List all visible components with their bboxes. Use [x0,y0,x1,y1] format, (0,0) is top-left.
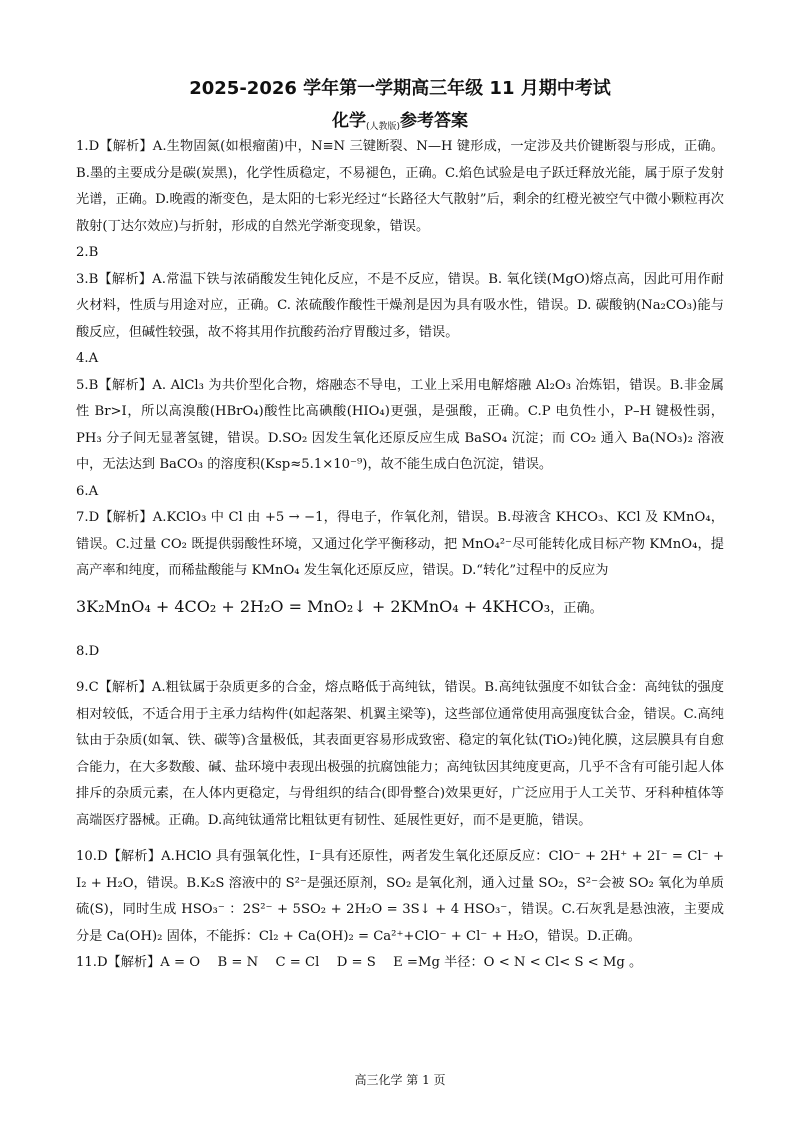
equation-suffix: ，正确。 [550,600,603,616]
page-subtitle [0,106,800,132]
answer-item-1: 1.D【解析】A.生物固氮(如根瘤菌)中，N≡N 三键断裂、N—H 键形成，一定涉及共价键断裂与形成，正确。B.墨的主要成分是碳(炭黑)，化学性质稳定，不易褪色，正确。C.焰色试验是电子跃迁释放光能，属于原子发射光谱，正确。D.晚霞的渐变色，是太阳的七彩光经过“长路径大气散射”后，剩余的红橙光被空气中微小颗粒再次散射(丁达尔效应)与折射，形成的自然光学渐变现象，错误。 [76,139,724,234]
answer-item-6: 6.A [76,483,99,499]
answer-item-11: 11.D【解析】A = O B = N C = Cl D = S E =Mg 半径：O < N < Cl< S < Mg 。 [76,955,643,970]
page-title: 2025-2026 学年第一学期高三年级 11 月期中考试 [189,78,611,99]
answer-item-9: 9.C【解析】A.粗钛属于杂质更多的合金，熔点略低于高纯钛，错误。B.高纯钛强度不如钛合金：高纯钛的强度相对较低，不适合用于主承力结构件(如起落架、机翼主梁等)，这些部位通常使用高强度钛合金，错误。C.高纯钛由于杂质(如氧、铁、碳等)含量极低，其表面更容易形成致密、稳定的氧化钛(TiO₂)钝化膜，这层膜具有自愈合能力，在大多数酸、碱、盐环境中表现出极强的抗腐蚀能力；高纯钛因其纯度更高，几乎不含有可能引起人体排斥的杂质元素，在人体内更稳定，与骨组织的结合(即骨整合)效果更好，广泛应用于人工关节、牙科种植体等高端医疗器械。正确。D.高纯钛通常比粗钛更有韧性、延展性更好，而不是更脆，错误。 [76,680,724,828]
page-footer: 高三化学 第 1 页 [354,1073,446,1087]
subtitle-edition: (人教版) [365,122,401,132]
subtitle-rest: 参考答案 [400,111,469,131]
answer-item-3: 3.B【解析】A.常温下铁与浓硝酸发生钝化反应，不是不反应，错误。B. 氧化镁(MgO)熔点高，因此可用作耐火材料，性质与用途对应，正确。C. 浓硫酸作酸性干燥剂是因为具有吸水性，错误。D. 碳酸钠(Na₂CO₃)能与酸反应，但碱性较强，故不将其用作抗酸药治疗胃酸过多，错误。 [76,271,724,340]
answer-item-8: 8.D [76,643,100,659]
answer-item-10: 10.D【解析】A.HClO 具有强氧化性，I⁻具有还原性，两者发生氧化还原反应：ClO⁻ + 2H⁺ + 2I⁻ = Cl⁻ + I₂ + H₂O，错误。B.K₂S 溶液中的 S²⁻是强还原剂，SO₂ 是氧化剂，通入过量 SO₂，S²⁻会被 SO₂ 氧化为单质硫(S)，同时生成 HSO₃⁻ ：2S²⁻ + 5SO₂ + 2H₂O = 3S↓ + 4 HSO₃⁻，错误。C.石灰乳是悬浊液，主要成分是 Ca(OH)₂ 固体，不能拆：Cl₂ + Ca(OH)₂ = Ca²⁺+ClO⁻ + Cl⁻ + H₂O，错误。D.正确。 [76,849,724,944]
answer-item-4: 4.A [76,351,99,366]
subtitle-main: 化学 [331,111,366,131]
answer-item-7: 7.D【解析】A.KClO₃ 中 Cl 由 +5 → −1，得电子，作氧化剂，错误。B.母液含 KHCO₃、KCl 及 KMnO₄，错误。C.过量 CO₂ 既提供弱酸性环境，又通过化学平衡移动，把 MnO₄²⁻尽可能转化成目标产物 KMnO₄，提高产率和纯度，而稀盐酸能与 KMnO₄ 发生氧化还原反应，错误。D.“转化”过程中的反应为 [76,510,724,578]
answer-content [76,134,724,977]
equation-formula: 3K₂MnO₄ + 4CO₂ + 2H₂O = MnO₂↓ + 2KMnO₄ + 4KHCO₃ [76,596,551,616]
answer-item-5: 5.B【解析】A. AlCl₃ 为共价型化合物，熔融态不导电，工业上采用电解熔融 Al₂O₃ 冶炼铝，错误。B.非金属性 Br>I，所以高溴酸(HBrO₄)酸性比高碘酸(HIO₄)更强，是强酸，正确。C.P 电负性小，P–H 键极性弱，PH₃ 分子间无显著氢键，错误。D.SO₂ 因发生氧化还原反应生成 BaSO₄ 沉淀；而 CO₂ 通入 Ba(NO₃)₂ 溶液中，无法达到 BaCO₃ 的溶度积(Ksp≈5.1×10⁻⁹)，故不能生成白色沉淀，错误。 [76,377,724,472]
answer-item-2: 2.B [76,245,99,260]
reaction-equation [76,587,724,629]
